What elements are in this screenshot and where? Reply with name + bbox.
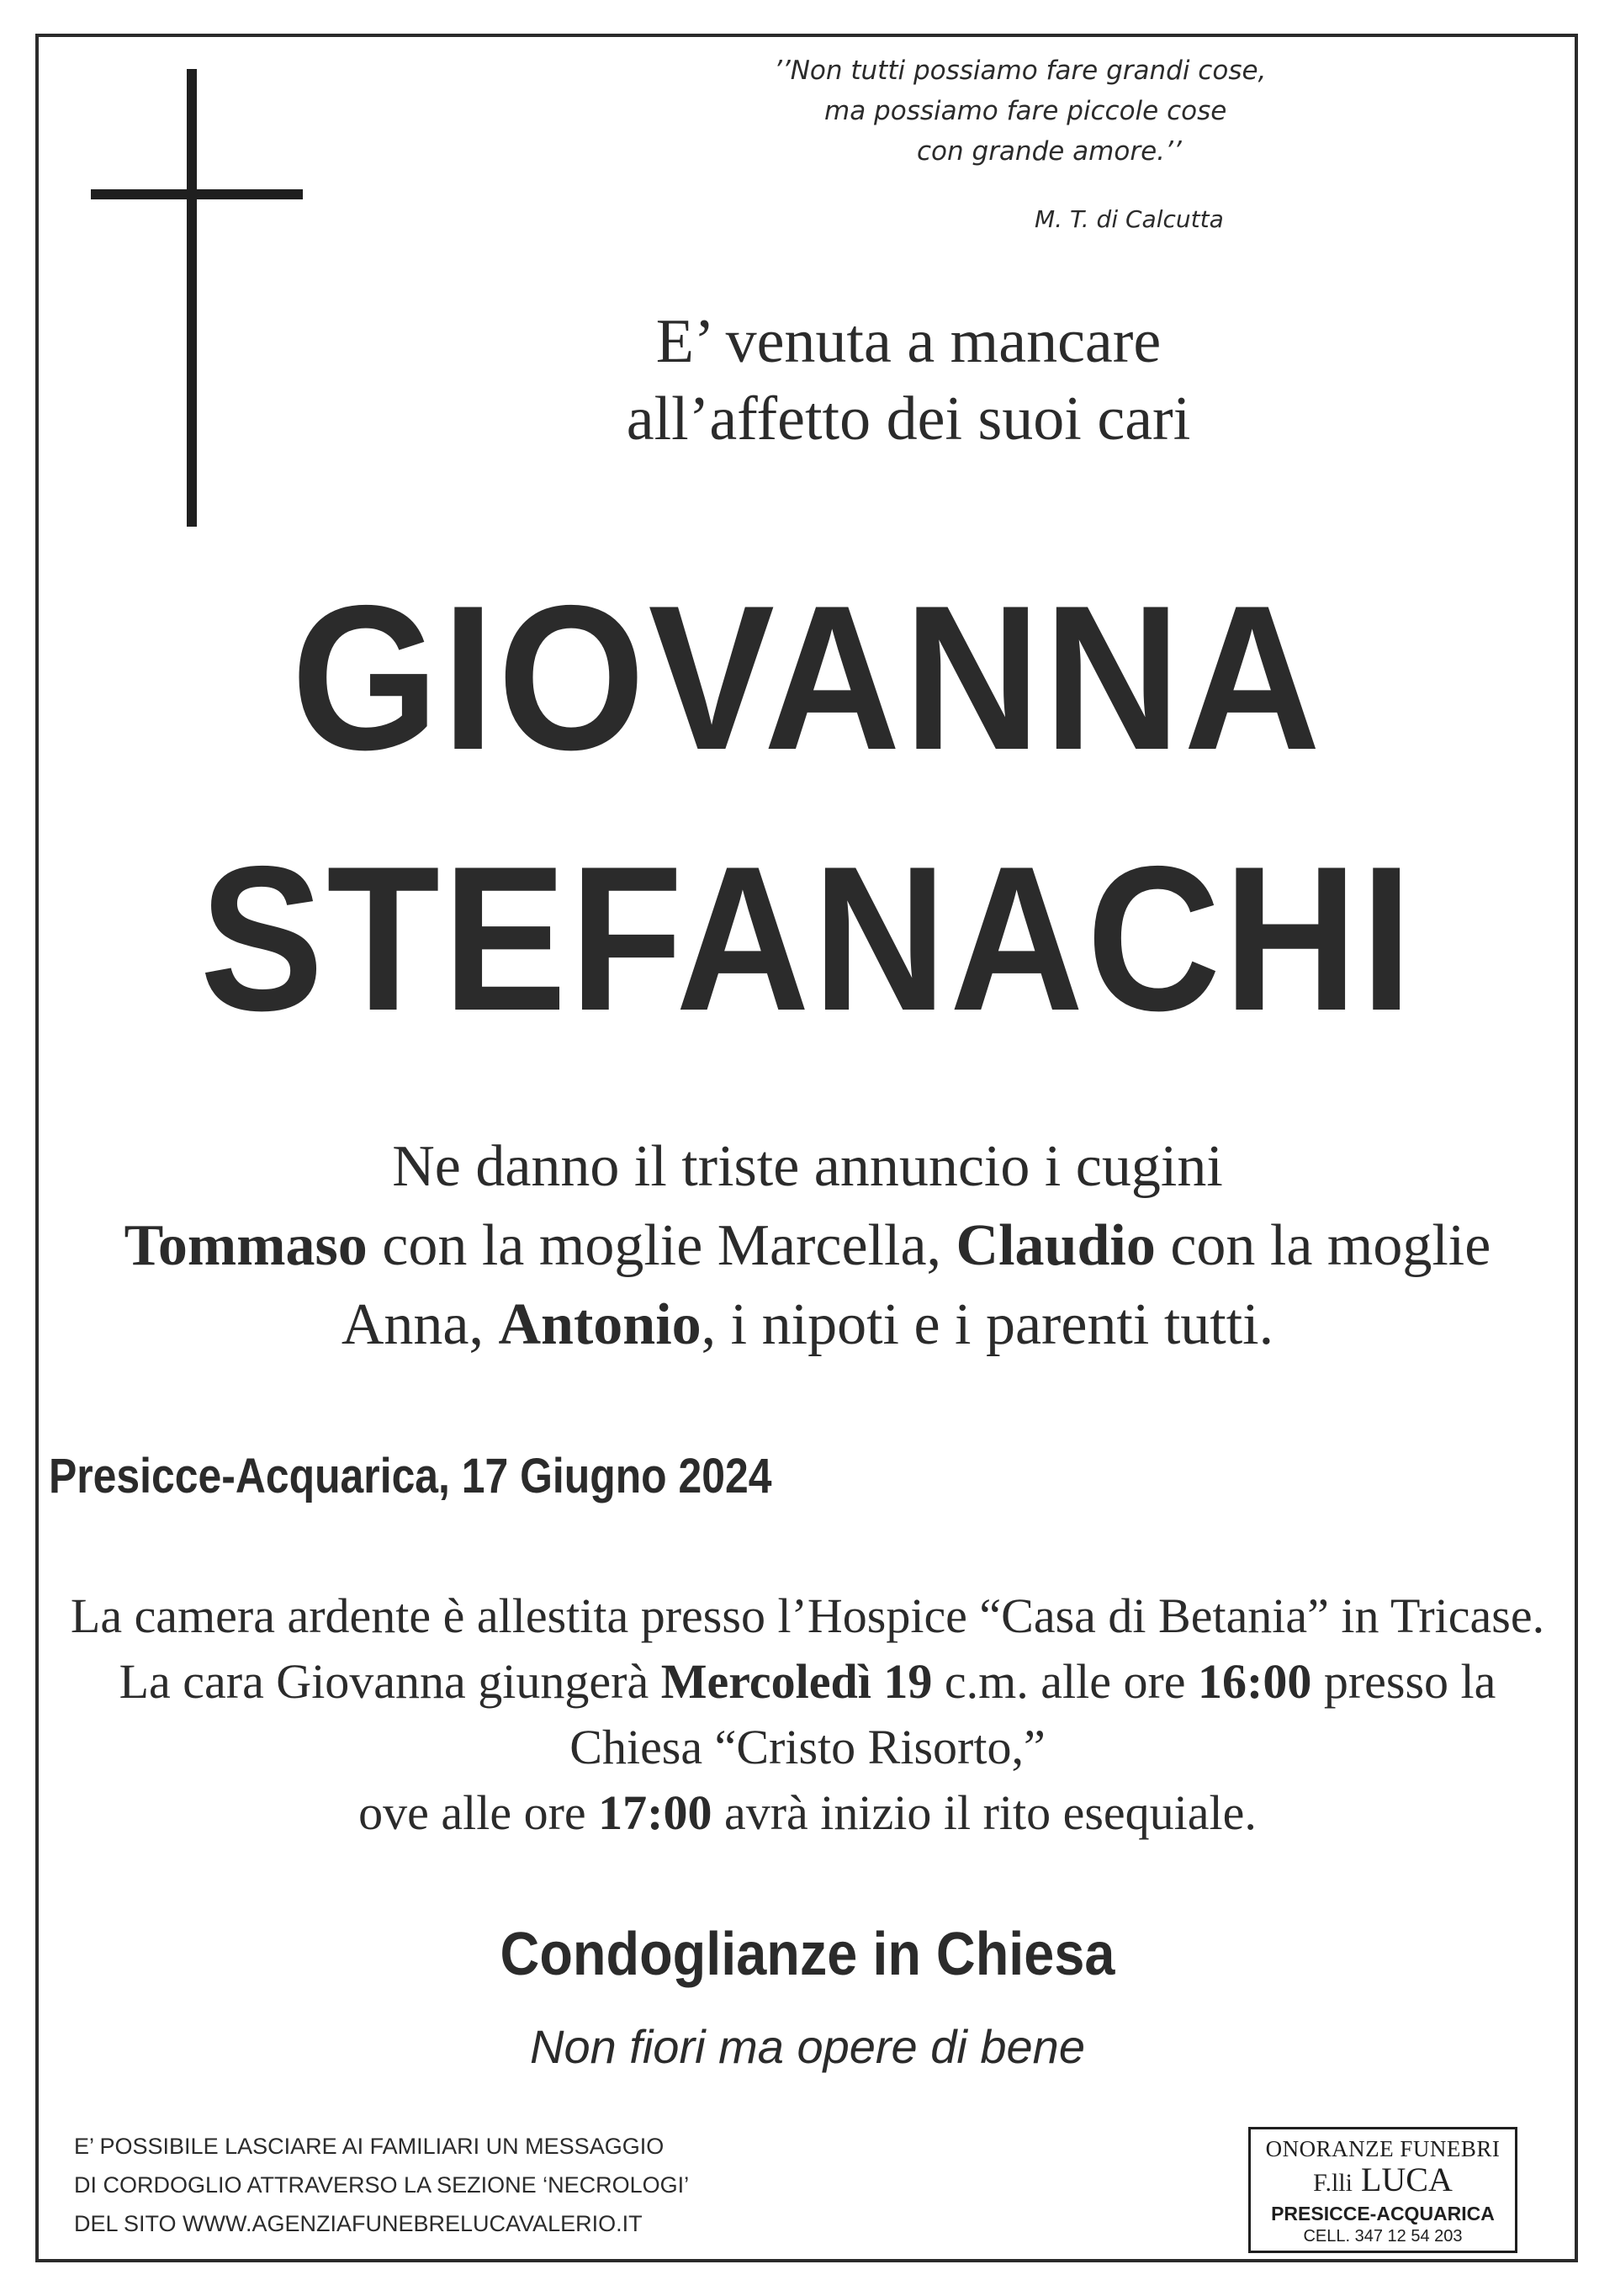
details-text: presso la [1311, 1654, 1496, 1709]
quote-line: ’’Non tutti possiamo fare grandi cose, [774, 56, 1267, 86]
funeral-home-phone: CELL. 347 12 54 203 [1303, 2227, 1463, 2246]
no-flowers-note: Non fiori ma opere di bene [530, 2020, 1085, 2073]
details-text: ove alle ore [358, 1785, 599, 1840]
details-line: La camera ardente è allestita presso l’Hospice “Casa di Betania” in Tricase. [70, 1588, 1545, 1643]
quote-line: ma possiamo fare piccole cose [824, 96, 1227, 126]
deceased-first-name: GIOVANNA [291, 562, 1324, 793]
announcement [50, 1127, 1565, 1365]
funeral-home-brothers: F.lli [1313, 2169, 1353, 2197]
relative-name: Claudio [956, 1213, 1156, 1278]
details-text: La cara Giovanna giungerà [119, 1654, 661, 1709]
announcement-line [50, 1286, 1565, 1365]
details-text: avrà inizio il rito esequiale. [712, 1785, 1257, 1840]
relative-name: Antonio [498, 1292, 702, 1357]
announcement-text: , i nipoti e i parenti tutti. [701, 1292, 1274, 1357]
ceremony-time: 17:00 [598, 1785, 712, 1840]
quote [673, 50, 1363, 172]
funeral-home-family: LUCA [1360, 2161, 1453, 2198]
announcement-text: con la moglie Marcella, [367, 1213, 956, 1278]
announcement-text: con la moglie [1155, 1213, 1491, 1278]
online-message-note [74, 2127, 747, 2243]
funeral-details [50, 1583, 1565, 1846]
announcement-line: Ne danno il triste annuncio i cugini [392, 1134, 1223, 1199]
cross-icon-arm [91, 189, 303, 199]
relative-name: Tommaso [124, 1213, 368, 1278]
condolences-heading: Condoglianze in Chiesa [500, 1921, 1115, 1988]
funeral-day: Mercoledì 19 [660, 1654, 933, 1709]
deceased-last-name: STEFANACHI [199, 823, 1416, 1053]
funeral-home-name [1251, 2161, 1515, 2202]
intro-line: E’ venuta a mancare [655, 307, 1162, 376]
details-line [50, 1649, 1565, 1715]
cross-icon [187, 69, 197, 527]
place-date: Presicce-Acquarica, 17 Giugno 2024 [49, 1449, 772, 1503]
details-line [50, 1780, 1565, 1846]
arrival-time: 16:00 [1198, 1654, 1312, 1709]
message-line: DEL SITO WWW.AGENZIAFUNEBRELUCAVALERIO.IT [74, 2211, 643, 2236]
message-line: DI CORDOGLIO ATTRAVERSO LA SEZIONE ‘NECROLOGI’ [74, 2172, 690, 2198]
quote-author: M. T. di Calcutta [1035, 205, 1224, 233]
announcement-text: Anna, [341, 1292, 499, 1357]
funeral-home-location: PRESICCE-ACQUARICA [1271, 2203, 1495, 2224]
funeral-home-title: ONORANZE FUNEBRI [1265, 2136, 1501, 2161]
details-line: Chiesa “Cristo Risorto,” [569, 1720, 1046, 1774]
message-line: E’ POSSIBILE LASCIARE AI FAMILIARI UN MESSAGGIO [74, 2134, 665, 2159]
details-text: c.m. alle ore [932, 1654, 1199, 1709]
announcement-line [50, 1206, 1565, 1286]
intro-text [538, 303, 1279, 458]
quote-line: con grande amore.’’ [917, 136, 1182, 167]
intro-line: all’affetto dei suoi cari [626, 384, 1191, 453]
funeral-home-logo [1248, 2127, 1517, 2253]
